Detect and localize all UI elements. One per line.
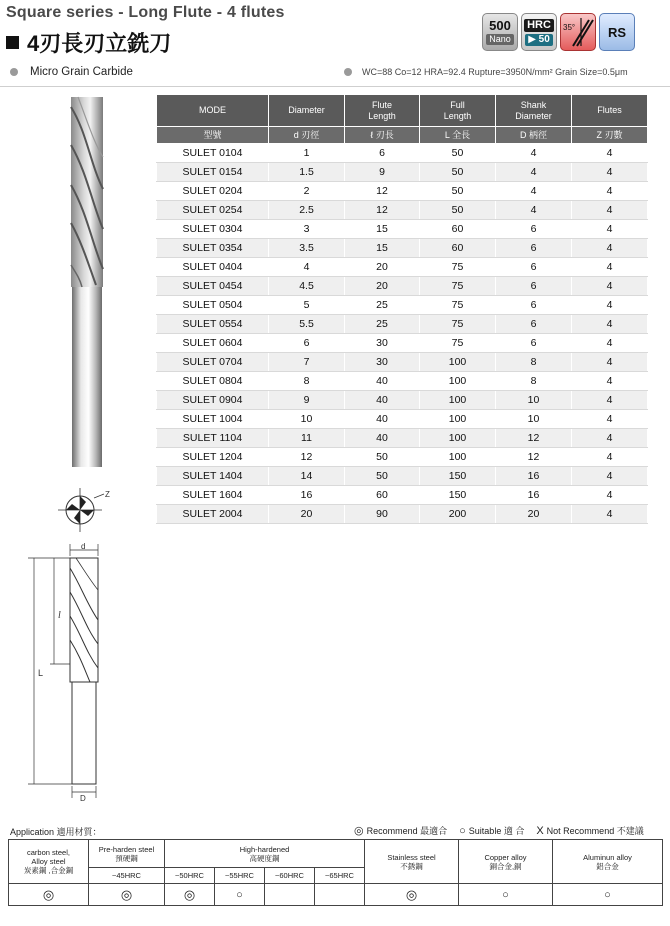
dimension-drawing [20,540,130,802]
legend-suitable: ○ Suitable 適 合 [459,825,525,837]
cell-diameter: 8 [269,372,345,391]
app-sub-60: ~60HRC [265,868,315,884]
dim-label-flute-length: l [58,610,61,621]
table-row [157,353,648,372]
cell-model: SULET 1604 [157,486,269,505]
title-chinese-text: 4刃長刃立銑刀 [27,31,172,56]
cell-full-length: 150 [420,467,496,486]
cell-flutes: 4 [572,429,648,448]
cell-shank-diameter: 4 [496,163,572,182]
cell-flutes: 4 [572,353,648,372]
cell-diameter: 2.5 [269,201,345,220]
cell-flute-length: 50 [345,467,420,486]
cell-shank-diameter: 6 [496,296,572,315]
flutes-label-z: Z [105,490,110,499]
cell-full-length: 75 [420,315,496,334]
cell-flutes: 4 [572,372,648,391]
app-col-copper: Copper alloy 銅合金,銅 [459,840,553,884]
table-row [157,467,648,486]
cell-shank-diameter: 8 [496,372,572,391]
title-english: Square series - Long Flute - 4 flutes [6,4,285,21]
table-row [157,334,648,353]
cell-model: SULET 0604 [157,334,269,353]
app-col-high-hardened: High-hardened 高硬度鋼 [165,840,365,868]
cell-shank-diameter: 4 [496,182,572,201]
bullet-icon [344,68,352,76]
spec-table-header-zh [157,127,648,144]
hrc-badge-bottom: ▶ 50 [525,34,553,46]
cell-diameter: 1 [269,144,345,163]
cell-flutes: 4 [572,448,648,467]
helix-angle-badge [560,13,596,51]
cell-flute-length: 20 [345,277,420,296]
app-sub-50: ~50HRC [165,868,215,884]
cell-full-length: 75 [420,277,496,296]
header-diameter: Diameter [269,95,345,127]
cell-flutes: 4 [572,144,648,163]
header-mode: MODE [157,95,269,127]
cell-flute-length: 50 [345,448,420,467]
nano-coating-badge [482,13,518,51]
table-row [157,391,648,410]
feature-badges [482,13,635,51]
cell-full-length: 100 [420,448,496,467]
cell-model: SULET 1004 [157,410,269,429]
header-zh-flutes: Z 刃數 [572,127,648,144]
cell-flutes: 4 [572,467,648,486]
cell-model: SULET 0304 [157,220,269,239]
cell-shank-diameter: 6 [496,334,572,353]
cell-flute-length: 12 [345,182,420,201]
cell-diameter: 14 [269,467,345,486]
cell-shank-diameter: 6 [496,315,572,334]
table-row [157,410,648,429]
cell-model: SULET 0404 [157,258,269,277]
cell-flutes: 4 [572,277,648,296]
table-row [157,315,648,334]
app-col-aluminum: Aluminun alloy 鋁合金 [553,840,663,884]
info-row [0,66,670,82]
cell-shank-diameter: 16 [496,486,572,505]
cell-shank-diameter: 8 [496,353,572,372]
title-square-icon [6,36,19,49]
cell-model: SULET 0904 [157,391,269,410]
cell-flute-length: 6 [345,144,420,163]
cell-flute-length: 40 [345,372,420,391]
grade-spec-text: WC=88 Co=12 HRA=92.4 Rupture=3950N/mm² Grain Size=0.5μm [362,67,628,77]
cell-model: SULET 0354 [157,239,269,258]
dim-label-d: d [81,542,86,551]
header-zh-mode: 型號 [157,127,269,144]
mark-aluminum: ○ [553,884,663,906]
bullet-icon [10,68,18,76]
app-sub-65: ~65HRC [315,868,365,884]
cell-flute-length: 40 [345,410,420,429]
cell-diameter: 10 [269,410,345,429]
cell-model: SULET 1404 [157,467,269,486]
cell-full-length: 75 [420,258,496,277]
spec-table-header-en [157,95,648,127]
cross-section-diagram [56,486,116,534]
grade-spec-info [344,67,628,77]
cell-model: SULET 0254 [157,201,269,220]
cell-flutes: 4 [572,201,648,220]
spec-table-body [157,144,648,524]
cell-shank-diameter: 20 [496,505,572,524]
table-row [157,505,648,524]
cell-flute-length: 30 [345,353,420,372]
mark-55hrc: ○ [215,884,265,906]
cell-model: SULET 0554 [157,315,269,334]
table-row [157,486,648,505]
app-col-preharden: Pre-harden steel 預硬鋼 [89,840,165,868]
table-row [157,258,648,277]
cell-flutes: 4 [572,505,648,524]
cell-full-length: 200 [420,505,496,524]
cell-diameter: 2 [269,182,345,201]
application-table [8,839,663,906]
cell-full-length: 60 [420,220,496,239]
cell-diameter: 16 [269,486,345,505]
cell-full-length: 75 [420,296,496,315]
cell-model: SULET 0454 [157,277,269,296]
table-row [157,448,648,467]
cell-flutes: 4 [572,391,648,410]
table-row [157,163,648,182]
cell-full-length: 50 [420,163,496,182]
cell-diameter: 9 [269,391,345,410]
table-row [157,144,648,163]
cell-flute-length: 25 [345,296,420,315]
cell-full-length: 100 [420,372,496,391]
table-row [157,220,648,239]
app-sub-preharden: ~45HRC [89,868,165,884]
table-row [157,182,648,201]
cell-flute-length: 20 [345,258,420,277]
application-legend [354,824,644,837]
cell-flute-length: 15 [345,220,420,239]
app-sub-55: ~55HRC [215,868,265,884]
app-col-stainless: Stainless steel 不銹鋼 [365,840,459,884]
table-row [157,201,648,220]
table-row [157,372,648,391]
cell-flutes: 4 [572,163,648,182]
cell-diameter: 4 [269,258,345,277]
cell-shank-diameter: 12 [496,429,572,448]
cell-model: SULET 0154 [157,163,269,182]
mark-stainless: ◎ [365,884,459,906]
cell-flutes: 4 [572,239,648,258]
spec-table [156,94,648,524]
cell-model: SULET 0204 [157,182,269,201]
material-info [10,66,133,78]
cell-flutes: 4 [572,486,648,505]
cell-shank-diameter: 16 [496,467,572,486]
cell-diameter: 5.5 [269,315,345,334]
mark-50hrc: ◎ [165,884,215,906]
cell-diameter: 5 [269,296,345,315]
cell-flutes: 4 [572,258,648,277]
cell-shank-diameter: 10 [496,391,572,410]
cell-model: SULET 2004 [157,505,269,524]
cell-shank-diameter: 6 [496,277,572,296]
mark-60hrc [265,884,315,906]
cell-model: SULET 1104 [157,429,269,448]
cell-full-length: 60 [420,239,496,258]
cell-full-length: 50 [420,201,496,220]
cell-flutes: 4 [572,296,648,315]
rs-badge [599,13,635,51]
cell-shank-diameter: 6 [496,258,572,277]
dim-label-full-length: L [38,668,44,678]
app-col-carbon: carbon steel, Alloy steel 炭素鋼 ,合金鋼 [9,840,89,884]
cell-shank-diameter: 12 [496,448,572,467]
cell-diameter: 3 [269,220,345,239]
cell-diameter: 4.5 [269,277,345,296]
cell-flute-length: 9 [345,163,420,182]
cell-flutes: 4 [572,334,648,353]
cell-flute-length: 90 [345,505,420,524]
cell-diameter: 20 [269,505,345,524]
application-mark-row [9,884,663,906]
header-flutes: Flutes [572,95,648,127]
legend-not-recommend: X Not Recommend 不建議 [536,825,644,837]
cell-flute-length: 30 [345,334,420,353]
application-header-row [9,840,663,868]
cell-flute-length: 40 [345,429,420,448]
nano-badge-top: 500 [489,18,511,33]
cell-full-length: 150 [420,486,496,505]
header-full-length: Full Length [420,95,496,127]
cell-shank-diameter: 4 [496,201,572,220]
cell-flutes: 4 [572,182,648,201]
title-chinese [6,27,171,58]
mark-carbon: ◎ [9,884,89,906]
cell-diameter: 7 [269,353,345,372]
nano-badge-bottom: Nano [486,34,514,45]
dim-label-shank-d: D [80,794,86,802]
cell-diameter: 3.5 [269,239,345,258]
application-header [0,824,670,838]
cell-model: SULET 0704 [157,353,269,372]
cell-full-length: 100 [420,429,496,448]
cell-full-length: 50 [420,144,496,163]
table-row [157,429,648,448]
header-flute-length: Flute Length [345,95,420,127]
cell-diameter: 12 [269,448,345,467]
cell-full-length: 100 [420,391,496,410]
helix-angle-label: 35° [563,23,576,32]
legend-recommend: ◎ Recommend 最適合 [354,825,448,837]
cell-full-length: 100 [420,353,496,372]
cell-flutes: 4 [572,315,648,334]
helix-angle-icon [561,14,595,50]
header-zh-flute-length: ℓ 刃長 [345,127,420,144]
hrc-badge [521,13,557,51]
cell-shank-diameter: 6 [496,220,572,239]
cell-flutes: 4 [572,220,648,239]
table-row [157,277,648,296]
cell-flute-length: 40 [345,391,420,410]
cell-flute-length: 15 [345,239,420,258]
cell-full-length: 50 [420,182,496,201]
end-mill-photo [52,93,122,471]
mark-preharden: ◎ [89,884,165,906]
rs-badge-label: RS [607,24,627,40]
header-divider [0,86,670,87]
application-label: Application 適用材質： [10,827,102,837]
table-row [157,239,648,258]
cell-flute-length: 12 [345,201,420,220]
cell-diameter: 11 [269,429,345,448]
header-zh-diameter: d 刃徑 [269,127,345,144]
cell-model: SULET 0804 [157,372,269,391]
cell-flutes: 4 [572,410,648,429]
mark-copper: ○ [459,884,553,906]
header-zh-full-length: L 全長 [420,127,496,144]
cell-full-length: 100 [420,410,496,429]
mark-65hrc [315,884,365,906]
header-zh-shank-diameter: D 柄徑 [496,127,572,144]
material-text: Micro Grain Carbide [30,66,133,78]
cell-shank-diameter: 6 [496,239,572,258]
cell-diameter: 1.5 [269,163,345,182]
header-shank-diameter: Shank Diameter [496,95,572,127]
cell-flute-length: 25 [345,315,420,334]
cell-full-length: 75 [420,334,496,353]
cell-model: SULET 0504 [157,296,269,315]
cell-diameter: 6 [269,334,345,353]
cell-shank-diameter: 10 [496,410,572,429]
cell-model: SULET 0104 [157,144,269,163]
table-row [157,296,648,315]
hrc-badge-top: HRC [524,19,554,32]
cell-model: SULET 1204 [157,448,269,467]
cell-shank-diameter: 4 [496,144,572,163]
cell-flute-length: 60 [345,486,420,505]
